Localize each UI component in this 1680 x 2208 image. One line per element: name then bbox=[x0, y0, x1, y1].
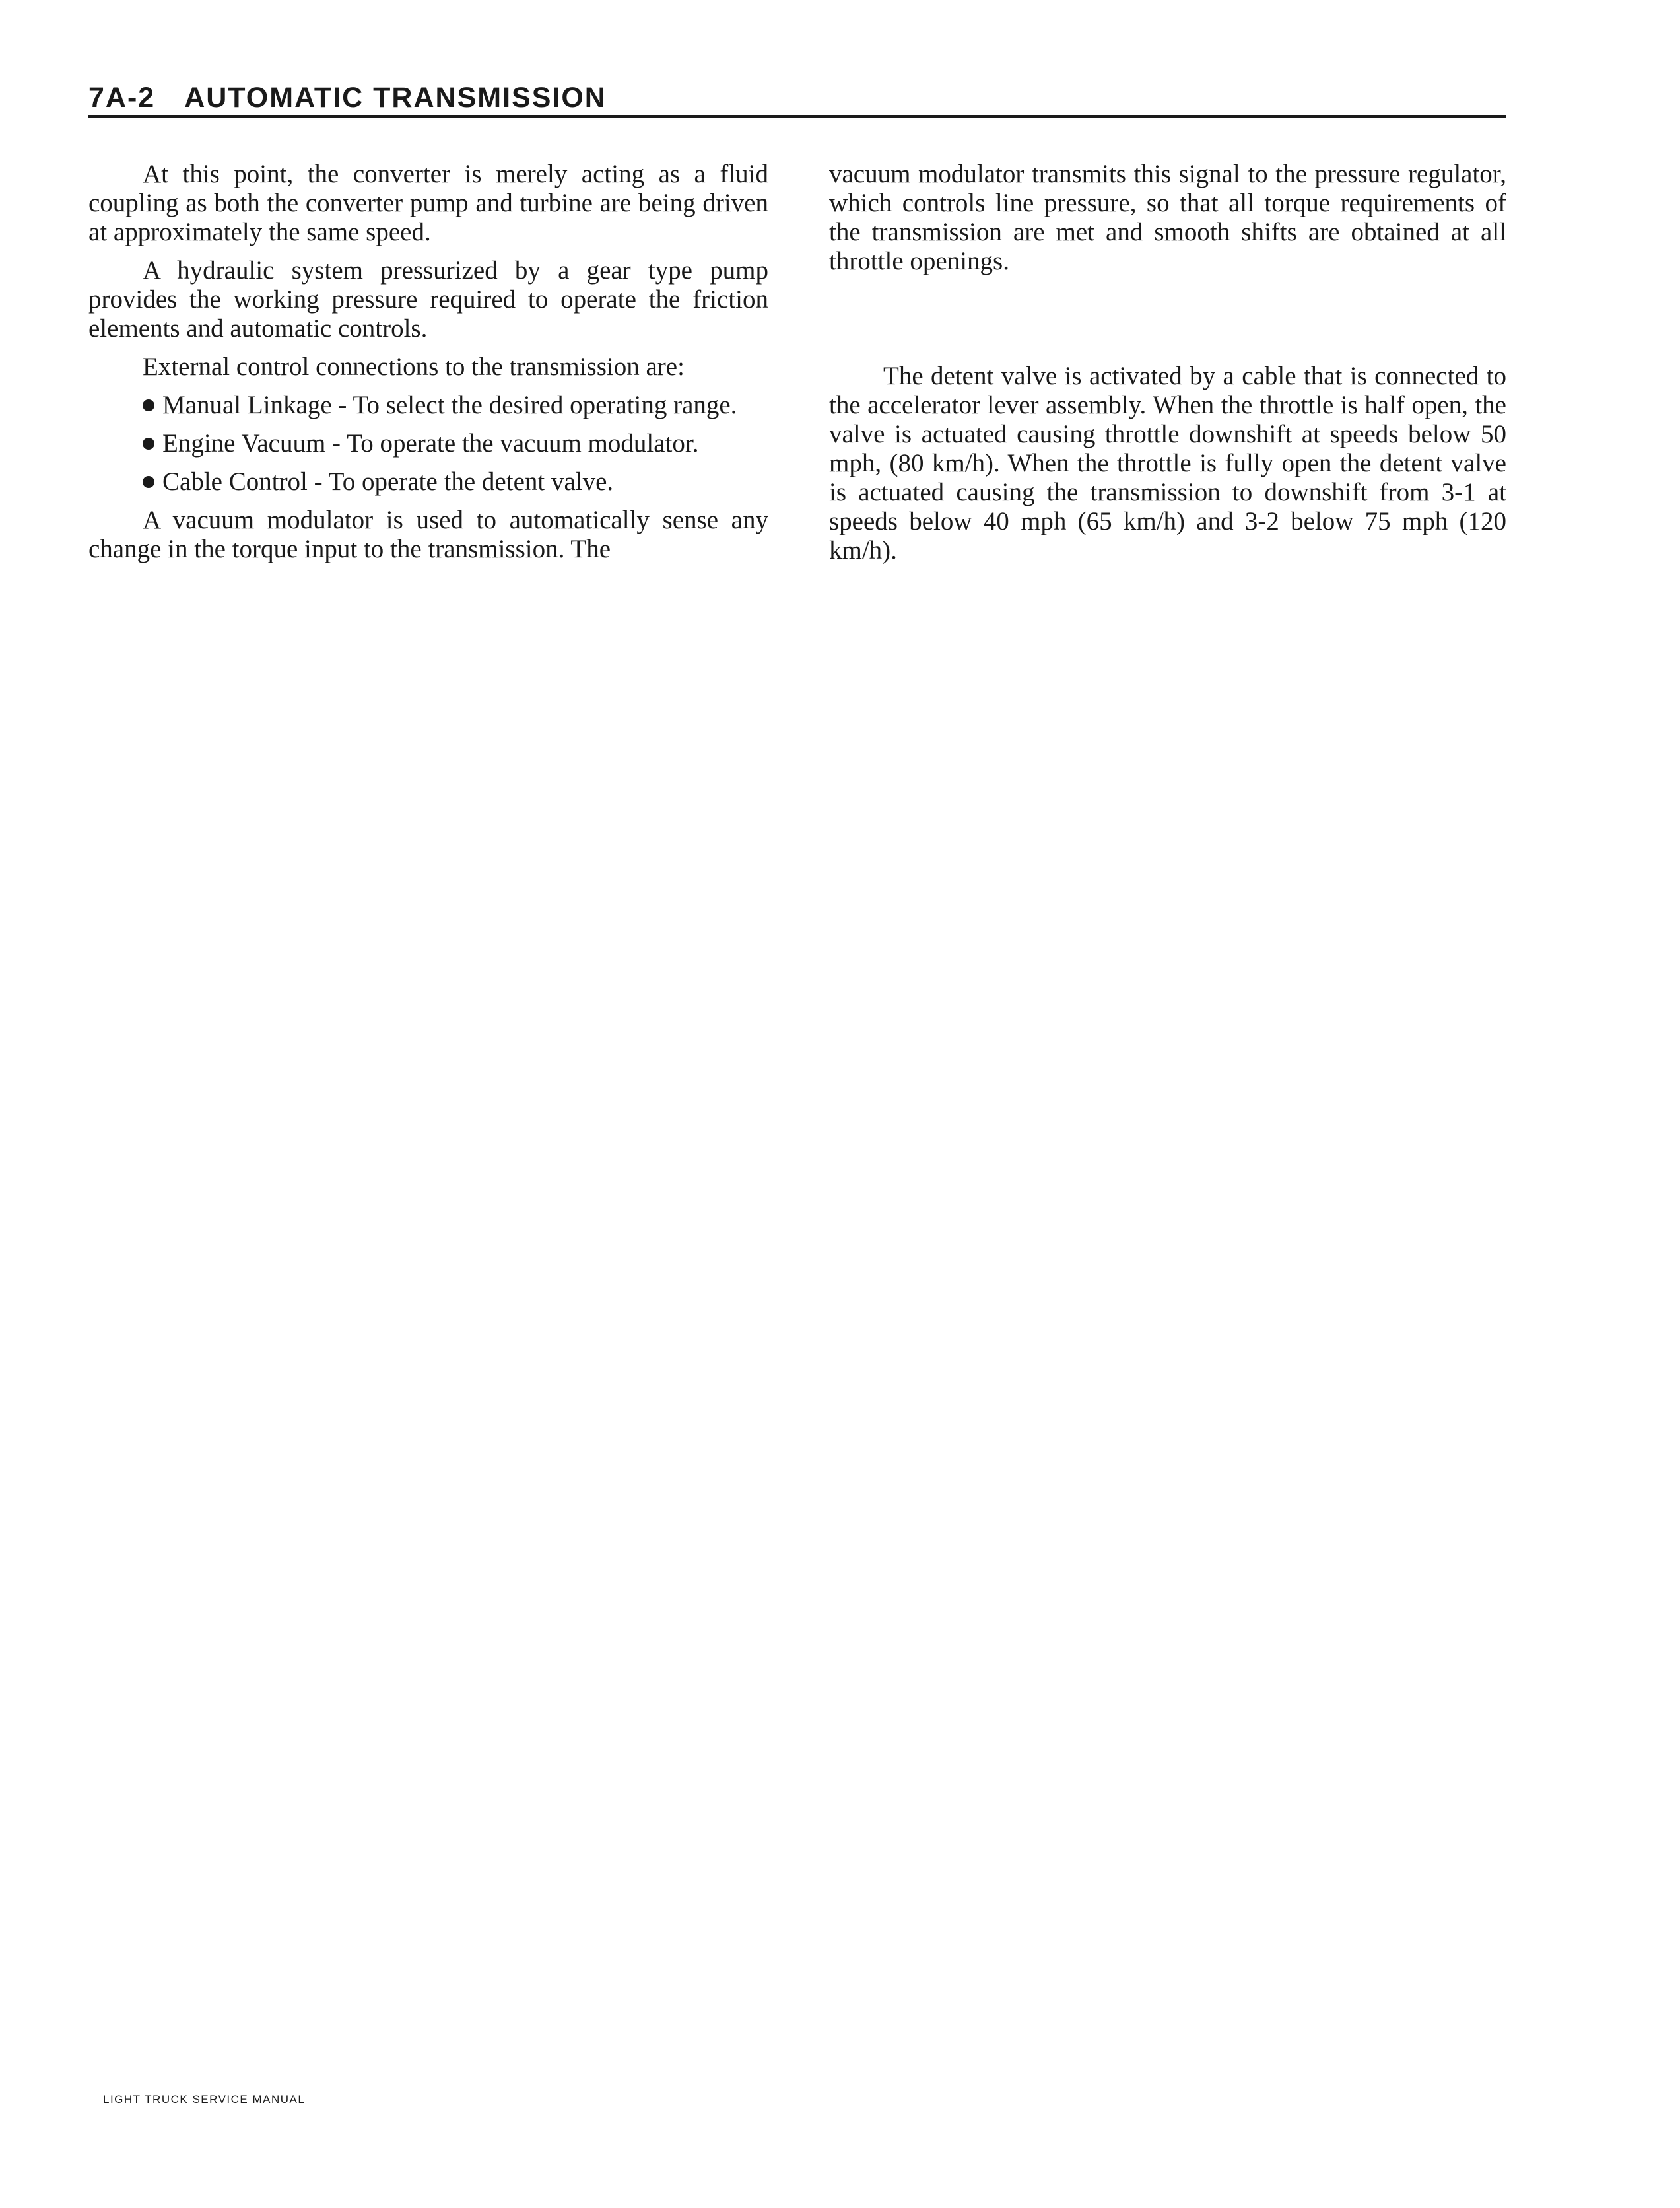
paragraph-external-controls: External control connections to the transmission are: bbox=[143, 353, 685, 381]
paragraph-vacuum-modulator: A vacuum modulator is used to automatically sense any change in the torque input to the transmission. The bbox=[88, 506, 768, 563]
section-number: 7A-2 bbox=[88, 82, 156, 114]
paragraph-vacuum-modulator-continued: vacuum modulator transmits this signal to the pressure regulator, which controls line pressure, so that all torque requirements of the transmission are met and smooth shifts are obtained at all throttle openings. bbox=[829, 160, 1506, 275]
bullet-item bbox=[88, 467, 768, 497]
header-rule bbox=[88, 115, 1506, 118]
bullet-item bbox=[88, 391, 768, 420]
column-spacer bbox=[829, 285, 1506, 362]
bullet-text: Manual Linkage - To select the desired operating range. bbox=[162, 391, 737, 419]
bullet-text: Cable Control - To operate the detent valve. bbox=[162, 467, 614, 496]
page-header bbox=[88, 81, 1506, 115]
left-column bbox=[88, 160, 768, 573]
section-title: AUTOMATIC TRANSMISSION bbox=[184, 82, 607, 114]
bullet-icon bbox=[143, 438, 154, 450]
paragraph-hydraulic-system: A hydraulic system pressurized by a gear type pump provides the working pressure required to operate the friction elements and automatic controls. bbox=[88, 256, 768, 343]
bullet-item bbox=[88, 429, 768, 458]
right-column bbox=[829, 160, 1506, 574]
bullet-text: Engine Vacuum - To operate the vacuum modulator. bbox=[162, 429, 699, 458]
page-footer: LIGHT TRUCK SERVICE MANUAL bbox=[103, 2093, 306, 2106]
paragraph-detent-valve: The detent valve is activated by a cable that is connected to the accelerator lever assembly. When the throttle is half open, the valve is actuated causing throttle downshift at speeds below 50 mph, (80 km/h). When the throttle is fully open the detent valve is actuated causing the transmission to downshift from 3-1 at speeds below 40 mph (65 km/h) and 3-2 below 75 mph (120 km/h). bbox=[829, 362, 1506, 565]
paragraph-converter: At this point, the converter is merely acting as a fluid coupling as both the converter pump and turbine are being driven at approximately the same speed. bbox=[88, 160, 768, 246]
bullet-icon bbox=[143, 399, 154, 411]
bullet-icon bbox=[143, 476, 154, 488]
